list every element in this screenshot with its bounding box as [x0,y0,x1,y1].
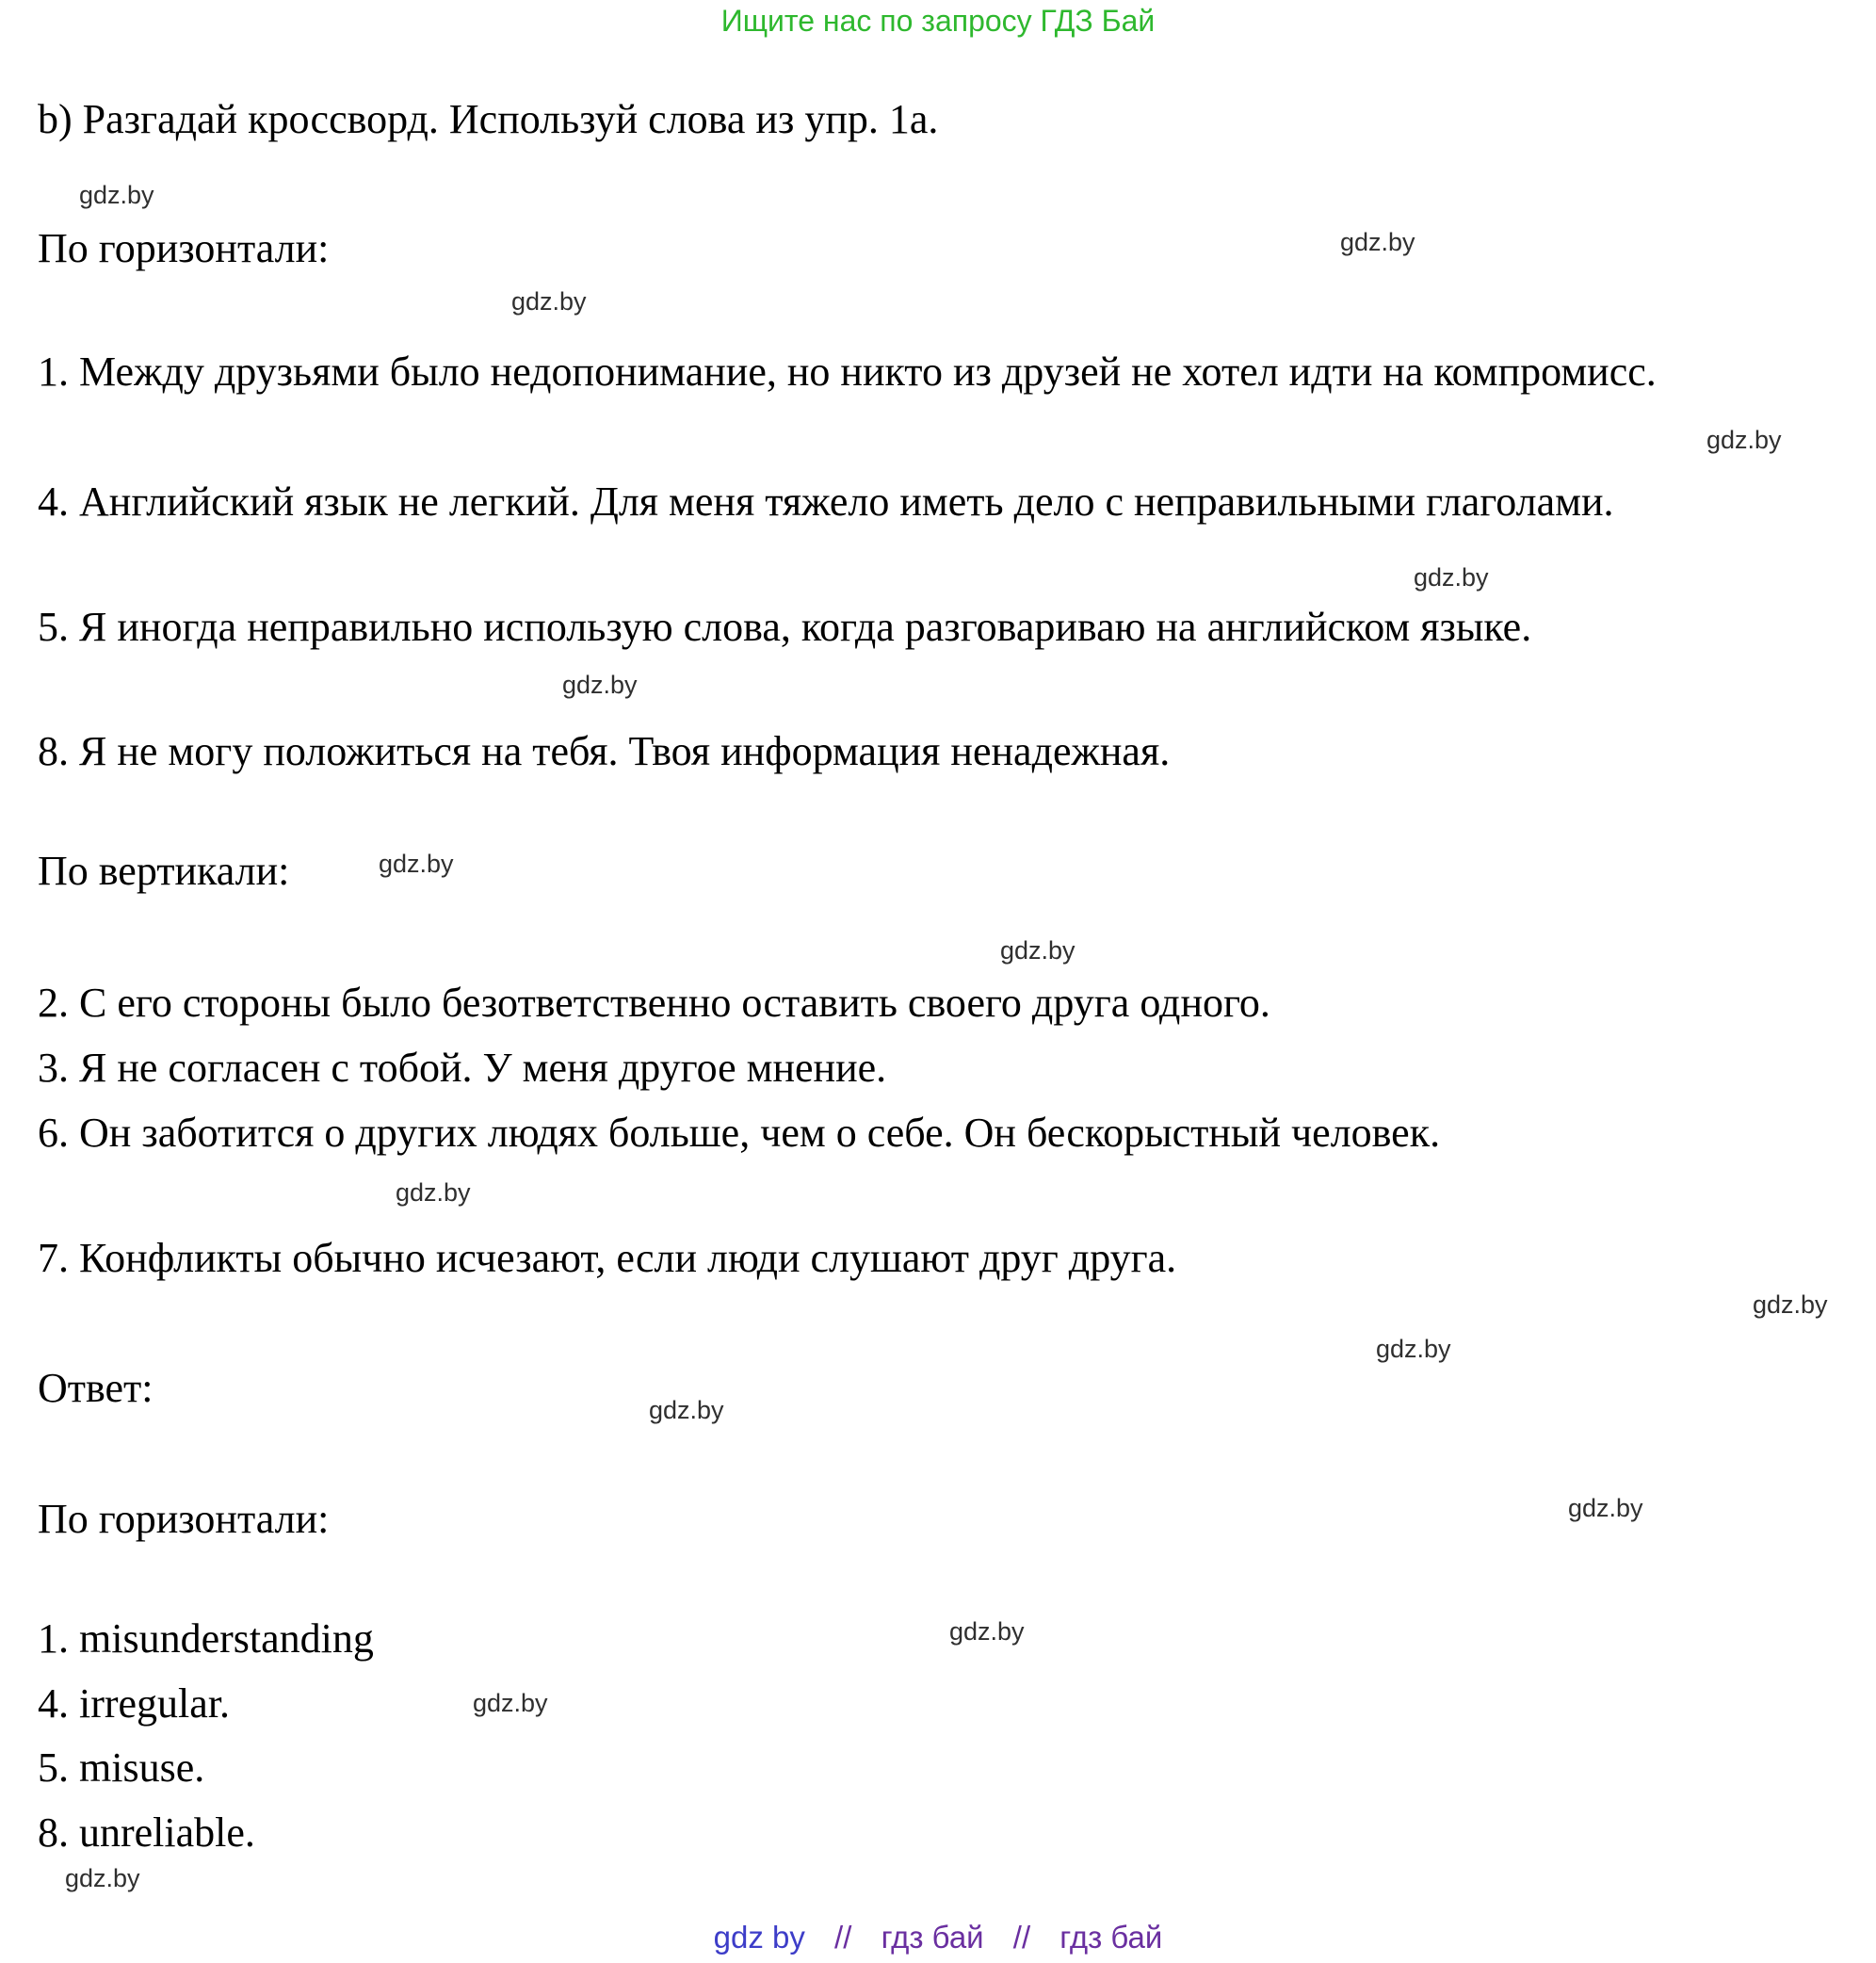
watermark: gdz.by [1000,936,1075,965]
answer-item-4: 4. irregular. [38,1680,231,1727]
heading-vertical: По вертикали: [38,848,290,894]
footer-site-name: gdz by [713,1920,805,1955]
watermark: gdz.by [1340,228,1415,256]
answer-item-5: 5. misuse. [38,1744,205,1791]
watermark: gdz.by [1568,1494,1643,1522]
clue-vertical-3: 3. Я не согласен с тобой. У меня другое мнение. [38,1045,887,1091]
footer-site-name-ru: гдз бай [881,1920,984,1955]
clue-vertical-7: 7. Конфликты обычно исчезают, если люди слушают друг друга. [38,1235,1177,1281]
watermark: gdz.by [79,181,154,209]
heading-answer: Ответ: [38,1365,154,1411]
watermark: gdz.by [562,671,638,699]
watermark: gdz.by [511,287,587,316]
promo-header: Ищите нас по запросу ГДЗ Бай [720,4,1156,38]
watermark: gdz.by [1376,1335,1451,1363]
heading-horizontal: По горизонтали: [38,225,330,271]
watermark: gdz.by [396,1178,471,1207]
footer-separator: // [1012,1920,1031,1955]
clue-vertical-2: 2. С его стороны было безответственно оставить своего друга одного. [38,980,1270,1026]
watermark: gdz.by [379,850,454,878]
watermark: gdz.by [1414,563,1489,592]
clue-horizontal-4: 4. Английский язык не легкий. Для меня тяжело иметь дело с неправильными глаголами. [38,479,1614,525]
watermark: gdz.by [473,1689,548,1717]
task-title: b) Разгадай кроссворд. Используй слова из упр. 1a. [38,96,939,142]
watermark: gdz.by [1753,1290,1828,1319]
clue-vertical-6: 6. Он заботится о других людях больше, чем о себе. Он бескорыстный человек. [38,1110,1441,1156]
clue-horizontal-1: 1. Между друзьями было недопонимание, но никто из друзей не хотел идти на компромисс. [38,349,1657,395]
footer-site-name-ru: гдз бай [1059,1920,1163,1955]
footer-separator: // [834,1920,852,1955]
answer-item-8: 8. unreliable. [38,1809,255,1856]
footer [0,1920,1876,1955]
watermark: gdz.by [1706,426,1782,454]
heading-answer-horizontal: По горизонтали: [38,1496,330,1542]
answer-item-1: 1. misunderstanding [38,1615,374,1662]
clue-horizontal-5: 5. Я иногда неправильно использую слова, когда разговариваю на английском языке. [38,604,1532,650]
watermark: gdz.by [649,1396,724,1424]
watermark: gdz.by [949,1617,1025,1646]
clue-horizontal-8: 8. Я не могу положиться на тебя. Твоя информация ненадежная. [38,728,1171,774]
watermark: gdz.by [65,1864,140,1892]
